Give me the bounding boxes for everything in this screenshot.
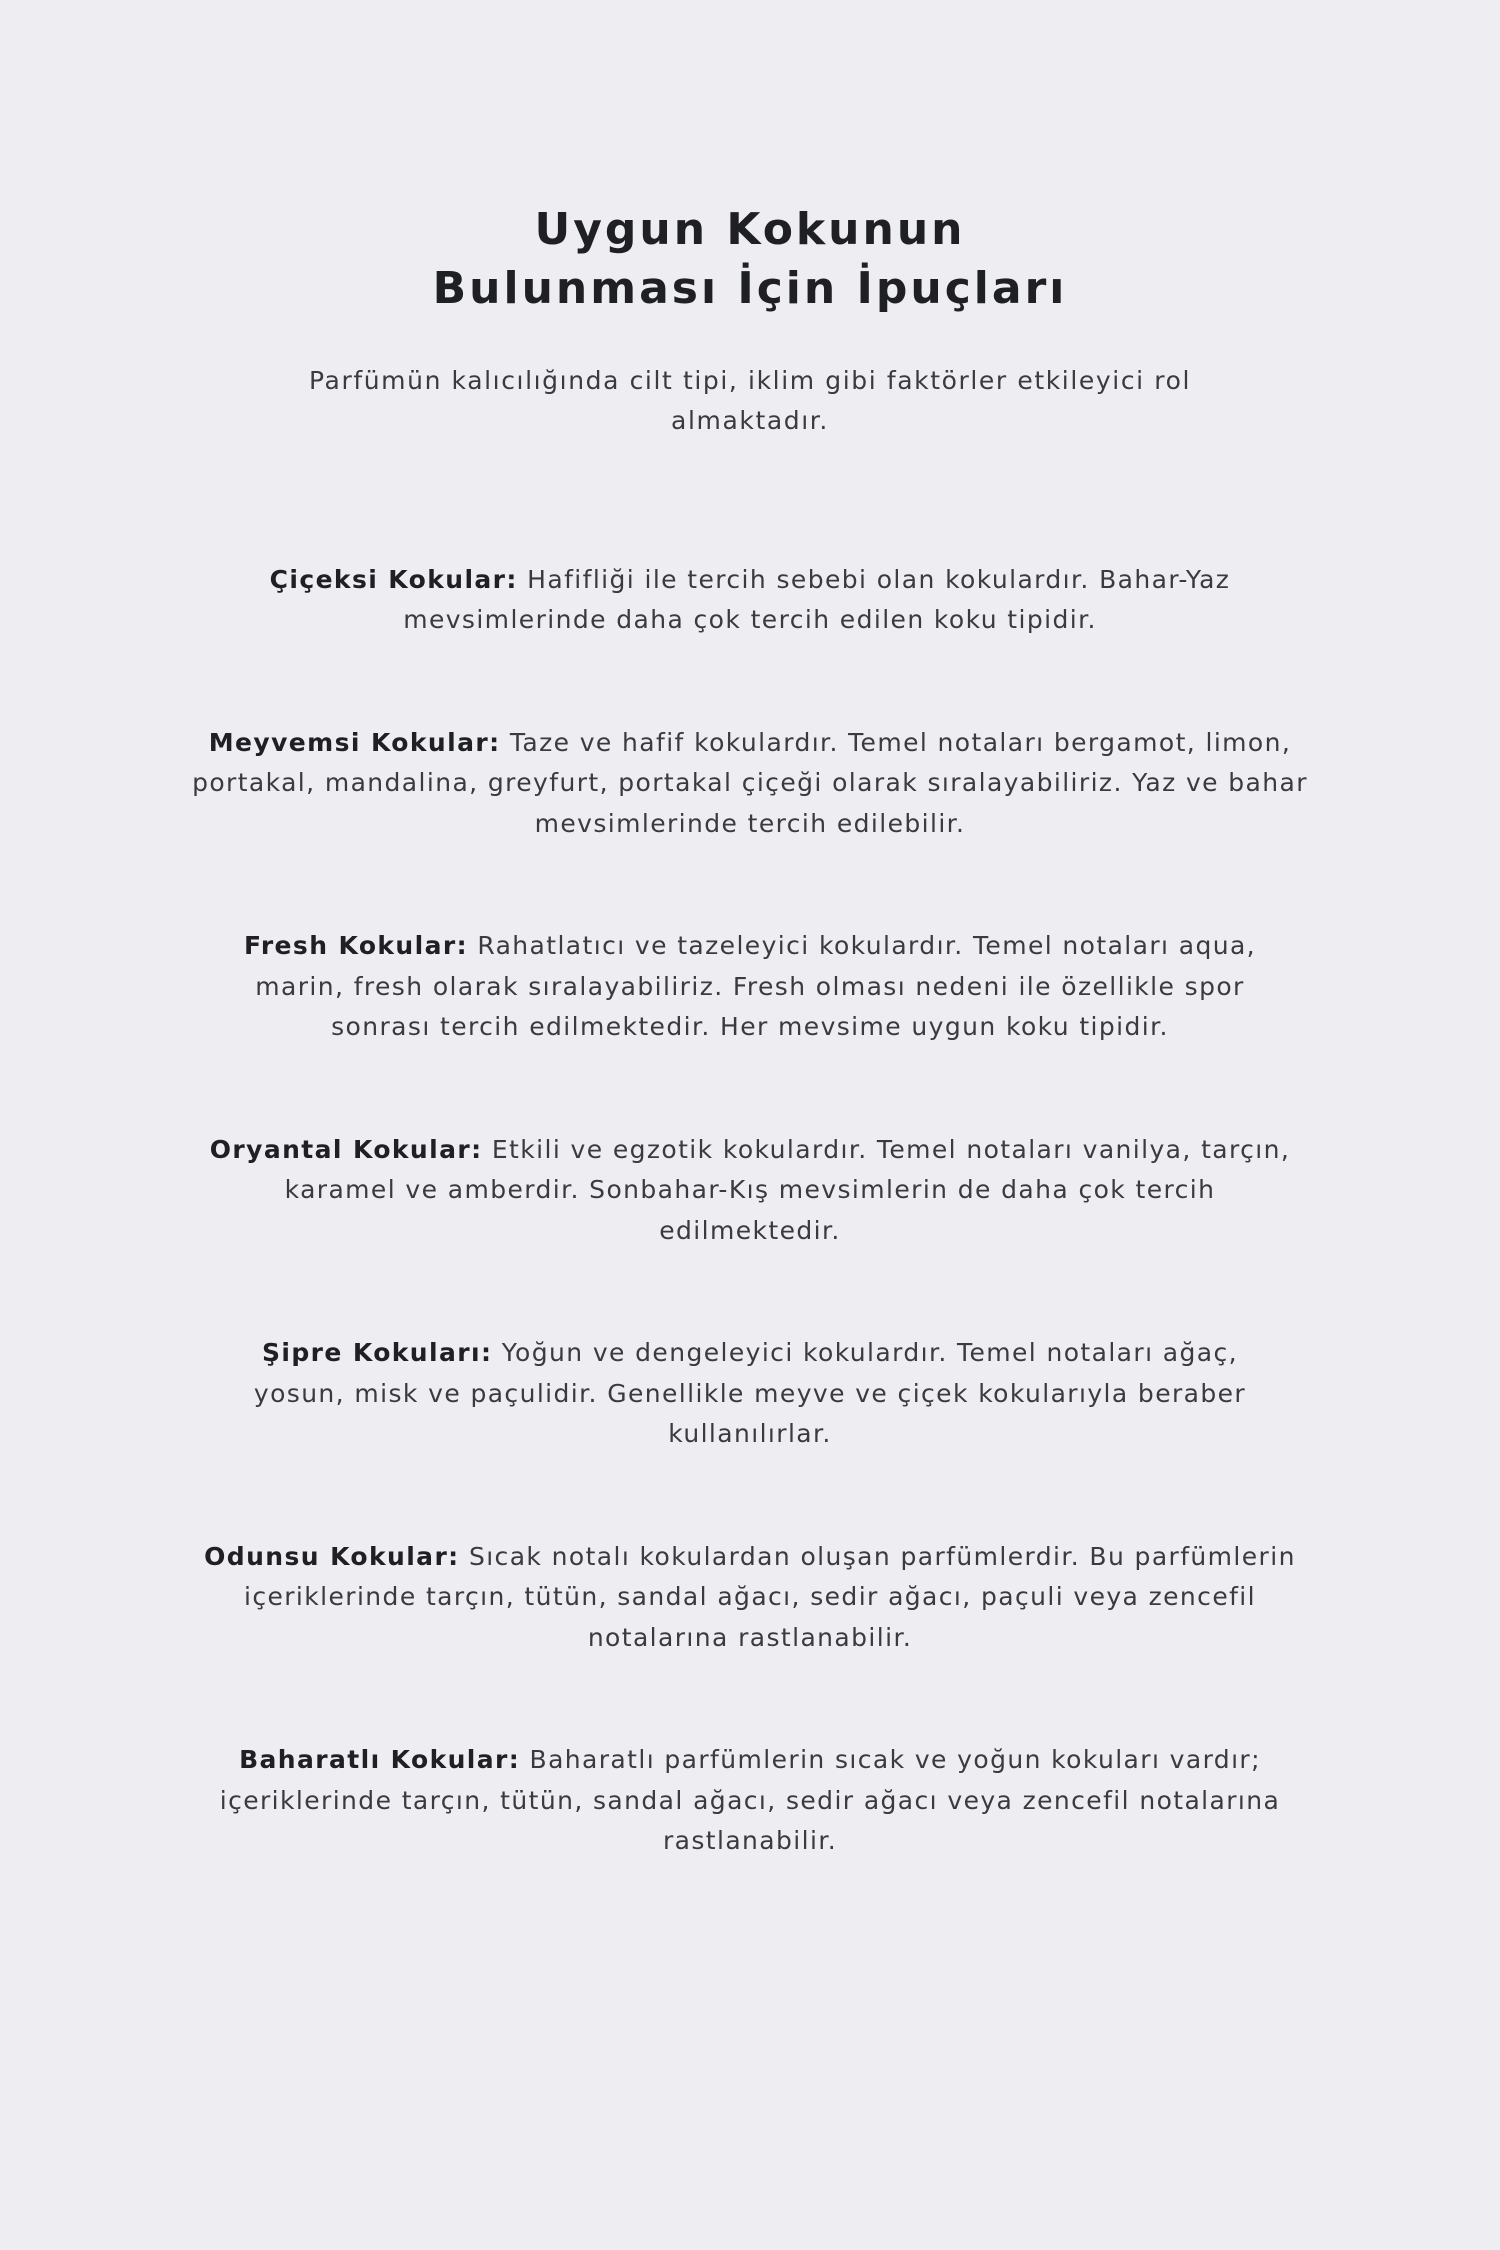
page-title <box>433 200 1068 319</box>
section-meyvemsi-kokular <box>185 723 1315 845</box>
page-title-line-2: Bulunması İçin İpuçları <box>432 263 1068 315</box>
section-fresh-lead: Fresh Kokular: <box>243 931 468 961</box>
section-odunsu-lead: Odunsu Kokular: <box>204 1541 460 1571</box>
section-oryantal-kokular <box>190 1130 1310 1252</box>
section-ciceksi-body: Hafifliği ile tercih sebebi olan kokulardır. Bahar-Yaz mevsimlerinde daha çok tercih edilen koku tipidir. <box>403 564 1231 635</box>
section-meyvemsi-lead: Meyvemsi Kokular: <box>208 727 501 757</box>
section-odunsu-body: Sıcak notalı kokulardan oluşan parfümlerdir. Bu parfümlerin içeriklerinde tarçın, tütün, sandal ağacı, sedir ağacı, paçuli veya zencefil notalarına rastlanabilir. <box>243 1541 1296 1652</box>
section-sipre-lead: Şipre Kokuları: <box>262 1338 493 1368</box>
page-title-line-1: Uygun Kokunun <box>534 204 966 255</box>
section-meyvemsi-body: Taze ve hafif kokulardır. Temel notaları bergamot, limon, portakal, mandalina, greyfurt, portakal çiçeği olarak sıralayabiliriz. Yaz ve bahar mevsimlerinde tercih edilebilir. <box>192 727 1308 838</box>
section-fresh-kokular <box>205 926 1295 1048</box>
section-ciceksi-lead: Çiçeksi Kokular: <box>269 564 518 594</box>
section-baharatli-body: Baharatlı parfümlerin sıcak ve yoğun kokuları vardır; içeriklerinde tarçın, tütün, sandal ağacı, sedir ağacı veya zencefil notalarına rastlanabilir. <box>219 1745 1281 1856</box>
section-ciceksi-kokular <box>190 560 1310 641</box>
section-odunsu-kokular <box>170 1537 1330 1659</box>
section-oryantal-lead: Oryantal Kokular: <box>209 1134 483 1164</box>
section-baharatli-kokular <box>170 1740 1330 1862</box>
section-sipre-body: Yoğun ve dengeleyici kokulardır. Temel notaları ağaç, yosun, misk ve paçulidir. Genellikle meyve ve çiçek kokularıyla beraber kullanılırlar. <box>253 1338 1247 1449</box>
intro-paragraph: Parfümün kalıcılığında cilt tipi, iklim gibi faktörler etkileyici rol almaktadır. <box>308 365 1192 436</box>
section-fresh-body: Rahatlatıcı ve tazeleyici kokulardır. Temel notaları aqua, marin, fresh olarak sıralayabiliriz. Fresh olması nedeni ile özellikle spor sonrası tercih edilmektedir. Her mevsime uygun koku tipidir. <box>255 931 1257 1042</box>
section-sipre-kokulari <box>220 1333 1280 1455</box>
section-baharatli-lead: Baharatlı Kokular: <box>239 1745 521 1775</box>
section-oryantal-body: Etkili ve egzotik kokulardır. Temel notaları vanilya, tarçın, karamel ve amberdir. Sonbahar-Kış mevsimlerin de daha çok tercih edilmektedir. <box>284 1134 1291 1245</box>
